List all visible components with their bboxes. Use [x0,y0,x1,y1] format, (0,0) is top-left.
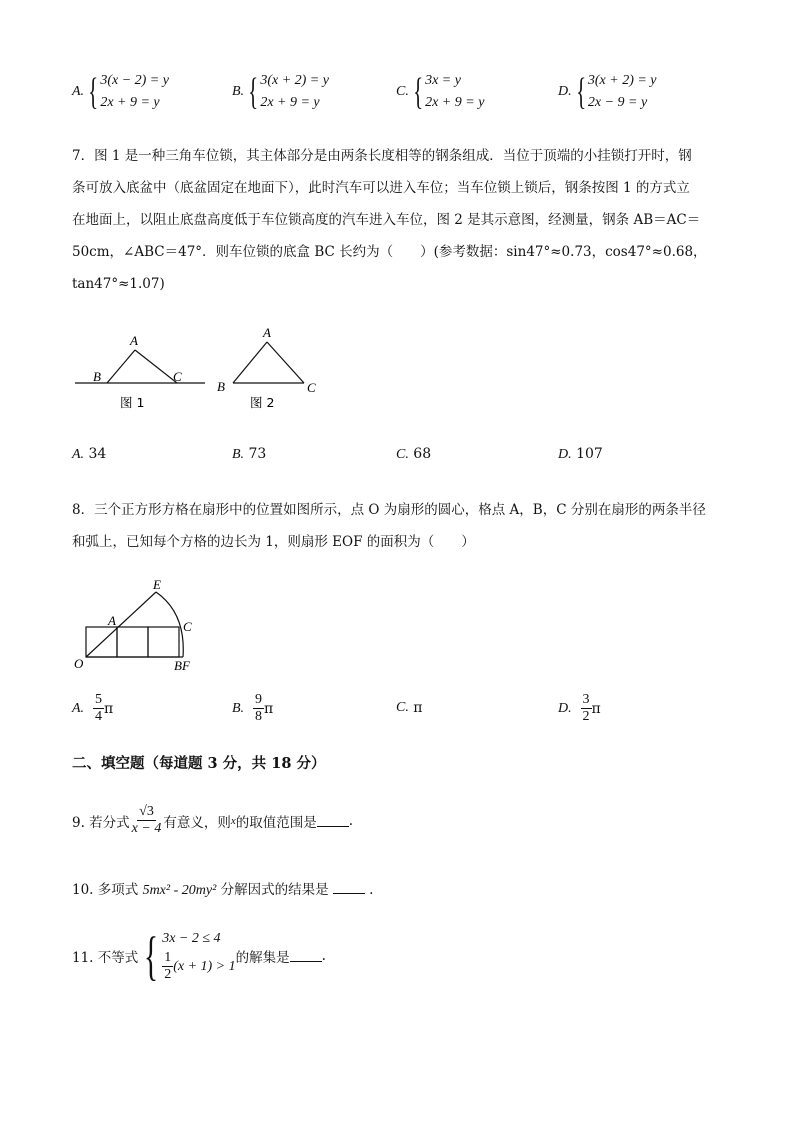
equation: 3(x + 2) = y [260,73,329,88]
pi-symbol: π [591,700,601,717]
option-letter: D. [558,84,572,99]
option-value: 68 [413,446,432,462]
period: . [348,812,354,829]
q7-option-a [72,446,106,463]
equation: 2x + 9 = y [100,95,160,110]
answer-blank[interactable] [333,881,365,894]
label-a: A [263,325,271,340]
question-suffix: 的取值范围是 [235,814,317,831]
period: . [369,882,374,898]
side-ac [267,342,304,383]
q10 [72,878,373,899]
question-line: tan47°≈1.07) [72,276,165,292]
brace: { [248,71,259,113]
denominator: 2 [582,709,590,724]
q7-option-d [558,446,603,463]
question-line: 在地面上，以阻止底盘高度低于车位锁高度的汽车进入车位，图 2 是其示意图，经测量，钢条 AB＝AC＝ [72,212,701,228]
polynomial: 5mx² - 20my² [142,883,217,898]
q8-option-b [232,692,273,725]
question-line: 和弧上，已知每个方格的边长为 1，则扇形 EOF 的面积为（ ） [72,534,475,550]
option-value: 34 [88,446,107,462]
equation: 2x + 9 = y [425,95,485,110]
fig1-caption: 图 1 [120,395,145,410]
label-a: A [108,613,116,628]
equation: 2x − 9 = y [587,95,648,110]
question-prefix: 10. 多项式 [72,882,139,898]
question-prefix: 9. 若分式 [72,814,130,831]
denominator: 2 [164,967,172,982]
label-o: O [74,656,84,671]
radius-oe [86,592,156,657]
label-b: B [93,369,101,384]
label-e: E [153,577,161,592]
numerator: 5 [94,692,102,707]
q7-text [72,140,732,300]
fraction [93,692,104,725]
option-letter: A. [72,447,85,462]
equation: 2x + 9 = y [260,95,320,110]
variable: x [230,814,236,827]
pi-symbol: π [263,700,274,717]
label-b: B [217,379,225,394]
equation: 3(x + 2) = y [587,73,657,88]
label-c: C [173,369,182,384]
equation: 3(x − 2) = y [100,73,169,88]
q7-options [72,446,732,466]
option-letter: B. [232,84,245,99]
question-line: 7．图 1 是一种三角车位锁，其主体部分是由两条长度相等的钢条组成．当位于顶端的小挂锁打开时，钢 [72,148,692,164]
label-a: A [130,333,138,348]
option-letter: C. [396,84,409,99]
option-letter: C. [396,447,409,462]
q6-option-c [396,70,484,114]
q8-option-c [396,700,423,716]
q8-option-a [72,692,113,725]
q8-text [72,494,732,558]
grid-square [148,627,179,657]
numerator: √3 [139,804,154,819]
answer-blank[interactable] [317,814,349,827]
inequality-system [162,928,235,983]
fraction [581,692,592,725]
side-ab [233,342,267,383]
fraction [253,692,264,725]
grid-square [117,627,148,657]
option-letter: B. [232,700,245,716]
option-letter: B. [232,447,245,462]
option-letter: D. [558,447,572,462]
numerator: 9 [254,692,262,707]
section-title: 二、填空题（每道题 3 分，共 18 分） [72,755,326,772]
label-c: C [307,380,316,395]
q6-option-d [558,70,657,114]
question-line: 条可放入底盆中（底盆固定在地面下），此时汽车可以进入车位；当车位锁上锁后，钢条按图 1 的方式立 [72,180,690,196]
inequality-rest: (x + 1) > 1 [173,958,236,974]
option-letter: A. [72,700,85,716]
bar-ab [107,350,135,383]
q7-option-c [396,446,431,463]
answer-blank[interactable] [290,949,322,962]
question-line: 8．三个正方形方格在扇形中的位置如图所示，点 O 为扇形的圆心，格点 A，B，C 分别在扇形的两条半径 [72,502,706,518]
q9 [72,804,353,837]
inequality [162,950,235,983]
fraction [132,804,162,837]
question-middle: 有意义，则 [163,814,231,831]
label-c: C [183,619,192,634]
inequality: 3x − 2 ≤ 4 [162,931,221,946]
q8-option-d [558,692,601,725]
numerator: 3 [582,692,590,707]
brace: { [88,71,99,113]
q7-option-b [232,446,266,463]
option-value: 107 [576,446,603,462]
denominator: 8 [254,709,262,724]
brace: { [144,925,159,986]
question-prefix: 11. 不等式 [72,949,139,966]
label-bf: BF [174,658,190,673]
denominator: 4 [94,709,102,724]
option-letter: D. [558,700,572,716]
brace: { [575,71,586,113]
equation: 3x = y [425,73,461,88]
q7-figures [70,325,330,420]
q6-option-a [72,70,169,114]
numerator: 1 [164,950,172,965]
option-letter: A. [72,84,85,99]
question-suffix: 分解因式的结果是 [220,882,329,898]
denominator: x − 4 [131,821,162,836]
option-value: 73 [248,446,267,462]
q11 [72,925,326,986]
pi-symbol: π [103,700,114,717]
period: . [321,947,326,964]
bar-ac [135,350,177,383]
q6-option-b [232,70,329,114]
pi-symbol: π [413,700,423,716]
question-suffix: 的解集是 [235,949,290,966]
question-line: 50cm，∠ABC＝47°．则车位锁的底盒 BC 长约为（ ）(参考数据：sin47°≈0.73，cos47°≈0.68， [72,244,707,260]
fig2-caption: 图 2 [250,395,275,410]
q8-options [72,692,732,734]
option-letter: C. [396,700,409,715]
q8-figure [70,575,210,675]
brace: { [412,71,423,113]
fraction [162,950,173,983]
